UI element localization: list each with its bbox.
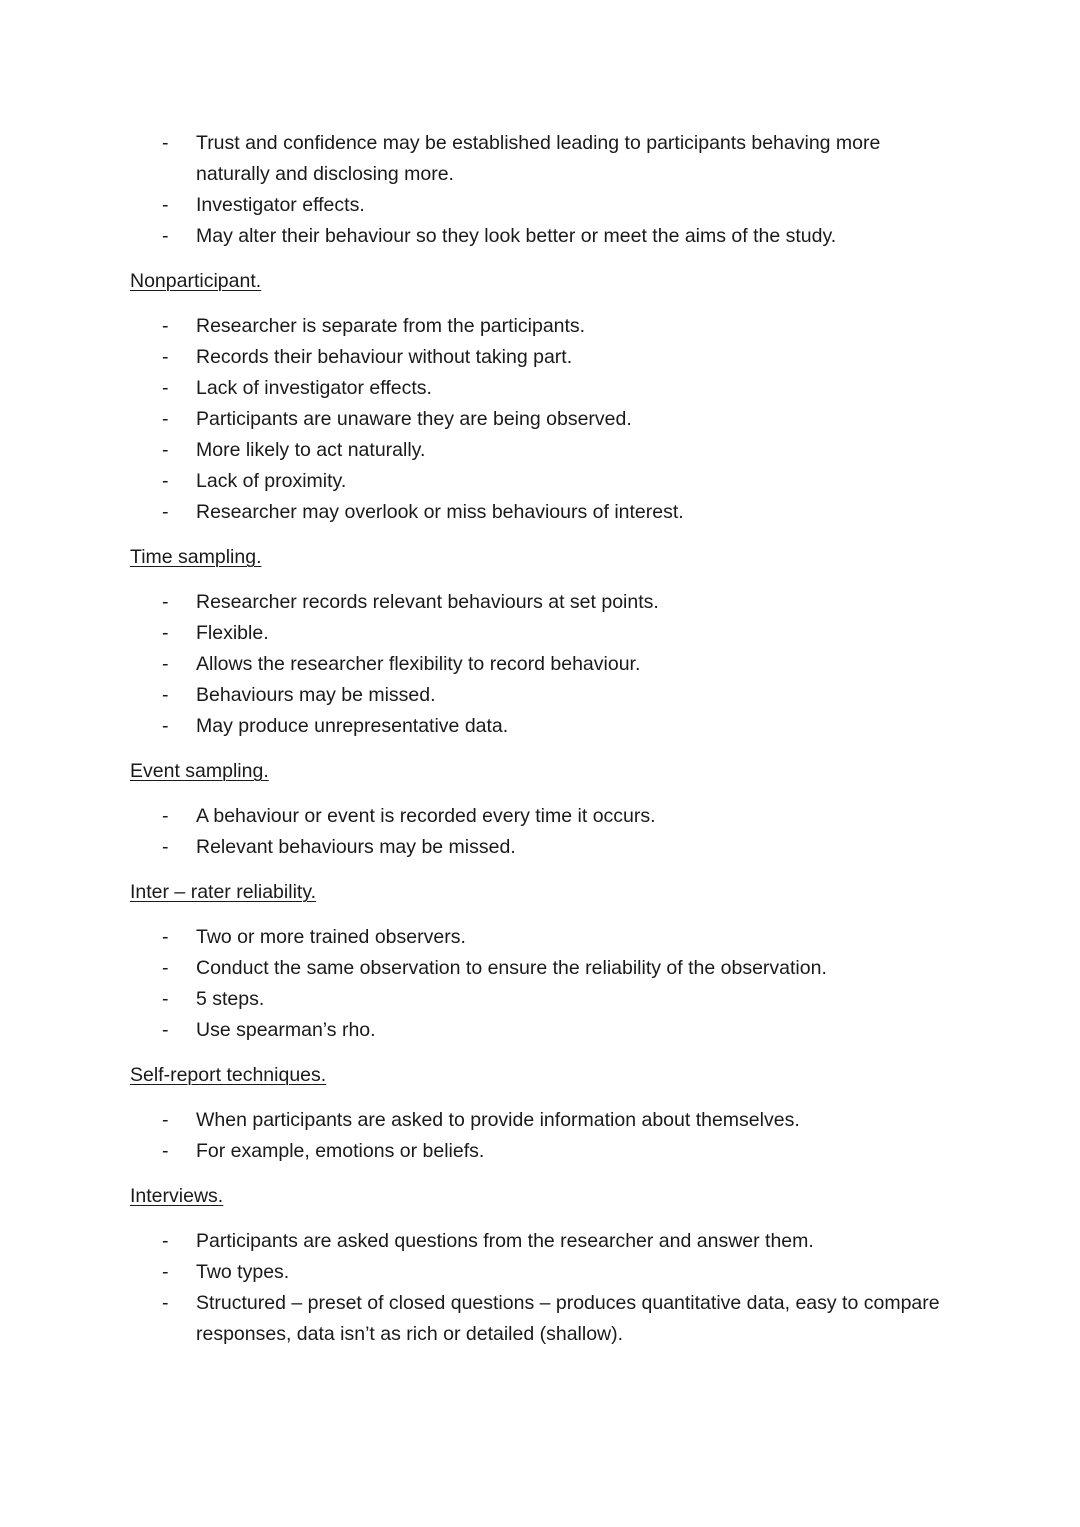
dash-bullet-marker: - bbox=[162, 315, 169, 337]
bullet-item bbox=[0, 1257, 1080, 1288]
section bbox=[0, 1060, 1080, 1167]
bullet-text: Researcher may overlook or miss behaviours of interest. bbox=[196, 501, 684, 523]
bullet-text: Relevant behaviours may be missed. bbox=[196, 836, 516, 858]
dash-bullet-marker: - bbox=[162, 1230, 169, 1252]
bullet-item bbox=[0, 680, 1080, 711]
bullet-item bbox=[0, 801, 1080, 832]
bullet-item bbox=[0, 311, 1080, 342]
section bbox=[0, 1181, 1080, 1350]
dash-bullet-marker: - bbox=[162, 470, 169, 492]
sections-container bbox=[0, 266, 1080, 1350]
bullet-item bbox=[0, 922, 1080, 953]
section-heading: Inter – rater reliability. bbox=[130, 881, 317, 903]
bullet-item bbox=[0, 128, 1080, 190]
bullet-text: Lack of investigator effects. bbox=[196, 377, 432, 399]
bullet-item bbox=[0, 832, 1080, 863]
section-heading: Self-report techniques. bbox=[130, 1064, 327, 1086]
dash-bullet-marker: - bbox=[162, 132, 169, 154]
bullet-item bbox=[0, 649, 1080, 680]
dash-bullet-marker: - bbox=[162, 1109, 169, 1131]
bullet-item bbox=[0, 984, 1080, 1015]
section-bullet-list bbox=[0, 1105, 1080, 1167]
dash-bullet-marker: - bbox=[162, 1261, 169, 1283]
bullet-item bbox=[0, 587, 1080, 618]
bullet-text: Participants are asked questions from the researcher and answer them. bbox=[196, 1230, 814, 1252]
dash-bullet-marker: - bbox=[162, 346, 169, 368]
document-page bbox=[0, 128, 1080, 1350]
dash-bullet-marker: - bbox=[162, 591, 169, 613]
bullet-text: May alter their behaviour so they look better or meet the aims of the study. bbox=[196, 225, 837, 247]
bullet-text: Trust and confidence may be established leading to participants behaving more naturally and disclosing more. bbox=[196, 132, 881, 185]
dash-bullet-marker: - bbox=[162, 684, 169, 706]
dash-bullet-marker: - bbox=[162, 926, 169, 948]
bullet-text: Two types. bbox=[196, 1261, 290, 1283]
bullet-text: Structured – preset of closed questions – produces quantitative data, easy to compare responses, data isn’t as rich or detailed (shallow). bbox=[196, 1292, 940, 1345]
section-bullet-list bbox=[0, 311, 1080, 528]
bullet-item bbox=[0, 1288, 1080, 1350]
bullet-text: Participants are unaware they are being observed. bbox=[196, 408, 632, 430]
bullet-text: More likely to act naturally. bbox=[196, 439, 426, 461]
section bbox=[0, 542, 1080, 742]
bullet-item bbox=[0, 466, 1080, 497]
bullet-text: For example, emotions or beliefs. bbox=[196, 1140, 485, 1162]
dash-bullet-marker: - bbox=[162, 1140, 169, 1162]
bullet-item bbox=[0, 221, 1080, 252]
bullet-text: Use spearman’s rho. bbox=[196, 1019, 376, 1041]
dash-bullet-marker: - bbox=[162, 1019, 169, 1041]
section bbox=[0, 877, 1080, 1046]
bullet-text: 5 steps. bbox=[196, 988, 265, 1010]
bullet-text: When participants are asked to provide information about themselves. bbox=[196, 1109, 800, 1131]
dash-bullet-marker: - bbox=[162, 225, 169, 247]
bullet-item bbox=[0, 1105, 1080, 1136]
section-heading: Interviews. bbox=[130, 1185, 224, 1207]
section bbox=[0, 756, 1080, 863]
dash-bullet-marker: - bbox=[162, 408, 169, 430]
dash-bullet-marker: - bbox=[162, 836, 169, 858]
bullet-text: A behaviour or event is recorded every time it occurs. bbox=[196, 805, 656, 827]
bullet-item bbox=[0, 711, 1080, 742]
dash-bullet-marker: - bbox=[162, 1292, 169, 1314]
bullet-item bbox=[0, 435, 1080, 466]
section-bullet-list bbox=[0, 801, 1080, 863]
bullet-item bbox=[0, 190, 1080, 221]
dash-bullet-marker: - bbox=[162, 805, 169, 827]
bullet-text: May produce unrepresentative data. bbox=[196, 715, 509, 737]
bullet-item bbox=[0, 497, 1080, 528]
dash-bullet-marker: - bbox=[162, 957, 169, 979]
section-bullet-list bbox=[0, 1226, 1080, 1350]
section-heading: Event sampling. bbox=[130, 760, 269, 782]
dash-bullet-marker: - bbox=[162, 377, 169, 399]
bullet-text: Records their behaviour without taking part. bbox=[196, 346, 573, 368]
dash-bullet-marker: - bbox=[162, 194, 169, 216]
bullet-item bbox=[0, 342, 1080, 373]
bullet-item bbox=[0, 618, 1080, 649]
section-bullet-list bbox=[0, 587, 1080, 742]
bullet-text: Flexible. bbox=[196, 622, 269, 644]
dash-bullet-marker: - bbox=[162, 653, 169, 675]
dash-bullet-marker: - bbox=[162, 622, 169, 644]
section-heading: Nonparticipant. bbox=[130, 270, 262, 292]
dash-bullet-marker: - bbox=[162, 501, 169, 523]
intro-bullet-list bbox=[0, 128, 1080, 252]
section-bullet-list bbox=[0, 922, 1080, 1046]
bullet-text: Researcher is separate from the participants. bbox=[196, 315, 586, 337]
dash-bullet-marker: - bbox=[162, 988, 169, 1010]
bullet-text: Conduct the same observation to ensure the reliability of the observation. bbox=[196, 957, 827, 979]
bullet-text: Behaviours may be missed. bbox=[196, 684, 436, 706]
bullet-item bbox=[0, 373, 1080, 404]
bullet-text: Investigator effects. bbox=[196, 194, 365, 216]
bullet-item bbox=[0, 1136, 1080, 1167]
section bbox=[0, 266, 1080, 528]
bullet-text: Researcher records relevant behaviours at set points. bbox=[196, 591, 659, 613]
bullet-text: Two or more trained observers. bbox=[196, 926, 466, 948]
dash-bullet-marker: - bbox=[162, 439, 169, 461]
bullet-item bbox=[0, 1226, 1080, 1257]
bullet-text: Lack of proximity. bbox=[196, 470, 347, 492]
section-heading: Time sampling. bbox=[130, 546, 262, 568]
dash-bullet-marker: - bbox=[162, 715, 169, 737]
bullet-item bbox=[0, 953, 1080, 984]
bullet-text: Allows the researcher flexibility to record behaviour. bbox=[196, 653, 641, 675]
bullet-item bbox=[0, 1015, 1080, 1046]
bullet-item bbox=[0, 404, 1080, 435]
